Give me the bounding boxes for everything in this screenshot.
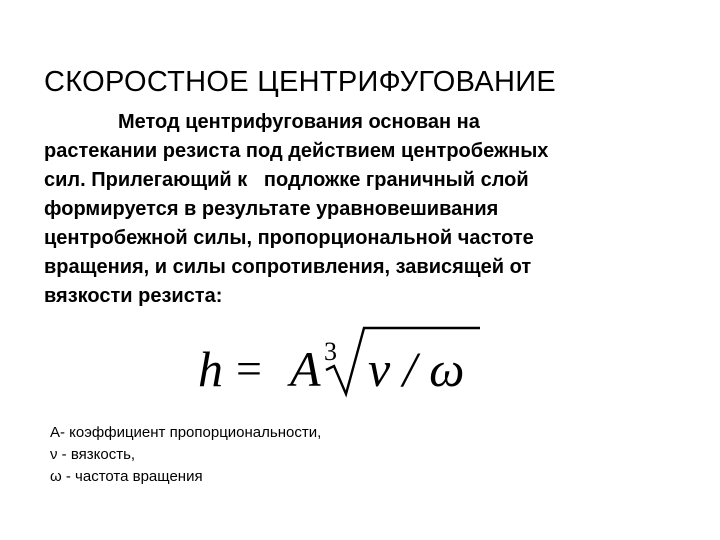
root-index: 3 bbox=[324, 337, 337, 366]
paragraph-line: Метод центрифугования основан на bbox=[118, 111, 480, 133]
legend-item: ν - вязкость, bbox=[50, 446, 136, 463]
thickness-formula bbox=[196, 322, 486, 400]
paragraph-line: центробежной силы, пропорциональной частоте bbox=[44, 227, 534, 249]
paragraph-line: формируется в результате уравновешивания bbox=[44, 198, 499, 220]
symbol-legend bbox=[50, 422, 321, 488]
formula-graphic bbox=[196, 322, 486, 400]
paragraph-line: вязкости резиста: bbox=[44, 285, 223, 307]
paragraph-line: сил. Прилегающий к подложке граничный слой bbox=[44, 169, 529, 191]
formula-coefficient: A bbox=[290, 341, 321, 397]
formula-radicand: ν / ω bbox=[368, 341, 465, 397]
description-paragraph bbox=[44, 108, 674, 311]
slide-title: СКОРОСТНОЕ ЦЕНТРИФУГОВАНИЕ bbox=[44, 66, 557, 98]
formula-lhs: h bbox=[198, 341, 223, 397]
legend-item: ω - частота вращения bbox=[50, 468, 203, 485]
paragraph-line: растекании резиста под действием центробежных bbox=[44, 140, 549, 162]
paragraph-line: вращения, и силы сопротивления, зависящей от bbox=[44, 256, 532, 278]
formula-equals: = bbox=[236, 343, 262, 394]
legend-item: A- коэффициент пропорциональности, bbox=[50, 424, 322, 441]
